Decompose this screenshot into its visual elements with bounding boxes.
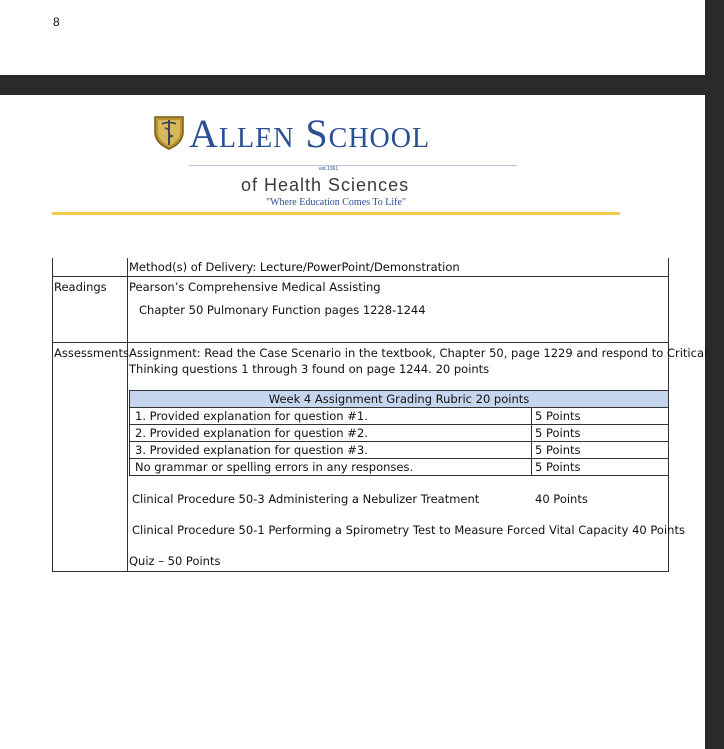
rubric-criterion: 1. Provided explanation for question #1. bbox=[135, 409, 368, 423]
page-number: 8 bbox=[53, 15, 60, 29]
rubric-criterion: No grammar or spelling errors in any responses. bbox=[135, 460, 414, 474]
syllabus-table bbox=[52, 258, 708, 572]
readings-book: Pearson’s Comprehensive Medical Assisting bbox=[129, 280, 381, 294]
readings-label: Readings bbox=[54, 280, 107, 294]
procedure-nebulizer: Clinical Procedure 50-3 Administering a Nebulizer Treatment bbox=[132, 492, 480, 506]
school-name: Allen School bbox=[189, 111, 431, 156]
rubric-points: 5 Points bbox=[531, 442, 668, 458]
procedure-nebulizer-points: 40 Points bbox=[535, 492, 588, 506]
rubric-row bbox=[130, 459, 668, 475]
assignment-line-2: Thinking questions 1 through 3 found on page 1244. 20 points bbox=[129, 362, 490, 376]
viewer-scrollbar-region bbox=[705, 0, 724, 749]
page-gap bbox=[0, 75, 705, 95]
procedure-spirometry: Clinical Procedure 50-1 Performing a Spirometry Test to Measure Forced Vital Capacity 40 Points bbox=[132, 523, 685, 537]
rubric-title: Week 4 Assignment Grading Rubric 20 points bbox=[130, 391, 668, 408]
school-tagline: "Where Education Comes To Life" bbox=[265, 197, 406, 208]
caduceus-shield-icon bbox=[153, 114, 185, 150]
rubric-points: 5 Points bbox=[531, 459, 668, 475]
rubric-points: 5 Points bbox=[531, 425, 668, 441]
rubric-criterion: 3. Provided explanation for question #3. bbox=[135, 443, 368, 457]
quiz-points: Quiz – 50 Points bbox=[129, 554, 221, 568]
school-logo bbox=[153, 111, 523, 195]
school-subtitle: of Health Sciences bbox=[241, 175, 410, 195]
readings-chapter: Chapter 50 Pulmonary Function pages 1228-1244 bbox=[139, 303, 426, 317]
row-divider bbox=[53, 342, 668, 343]
rubric-row bbox=[130, 442, 668, 459]
rubric-points: 5 Points bbox=[531, 408, 668, 424]
assignment-line-1: Assignment: Read the Case Scenario in the textbook, Chapter 50, page 1229 and respond to Critical bbox=[129, 346, 708, 360]
established-year: est.1961 bbox=[319, 166, 339, 172]
column-divider bbox=[127, 258, 128, 571]
rubric-row bbox=[130, 425, 668, 442]
assessments-label: Assessments bbox=[54, 346, 129, 360]
document-page bbox=[0, 95, 708, 749]
rubric-row bbox=[130, 408, 668, 425]
grading-rubric bbox=[129, 390, 669, 476]
header-rule bbox=[52, 212, 620, 215]
previous-page bbox=[0, 0, 705, 75]
rubric-criterion: 2. Provided explanation for question #2. bbox=[135, 426, 368, 440]
delivery-methods: Method(s) of Delivery: Lecture/PowerPoint/Demonstration bbox=[129, 260, 460, 274]
logo-divider bbox=[189, 165, 517, 166]
row-divider bbox=[53, 276, 668, 277]
